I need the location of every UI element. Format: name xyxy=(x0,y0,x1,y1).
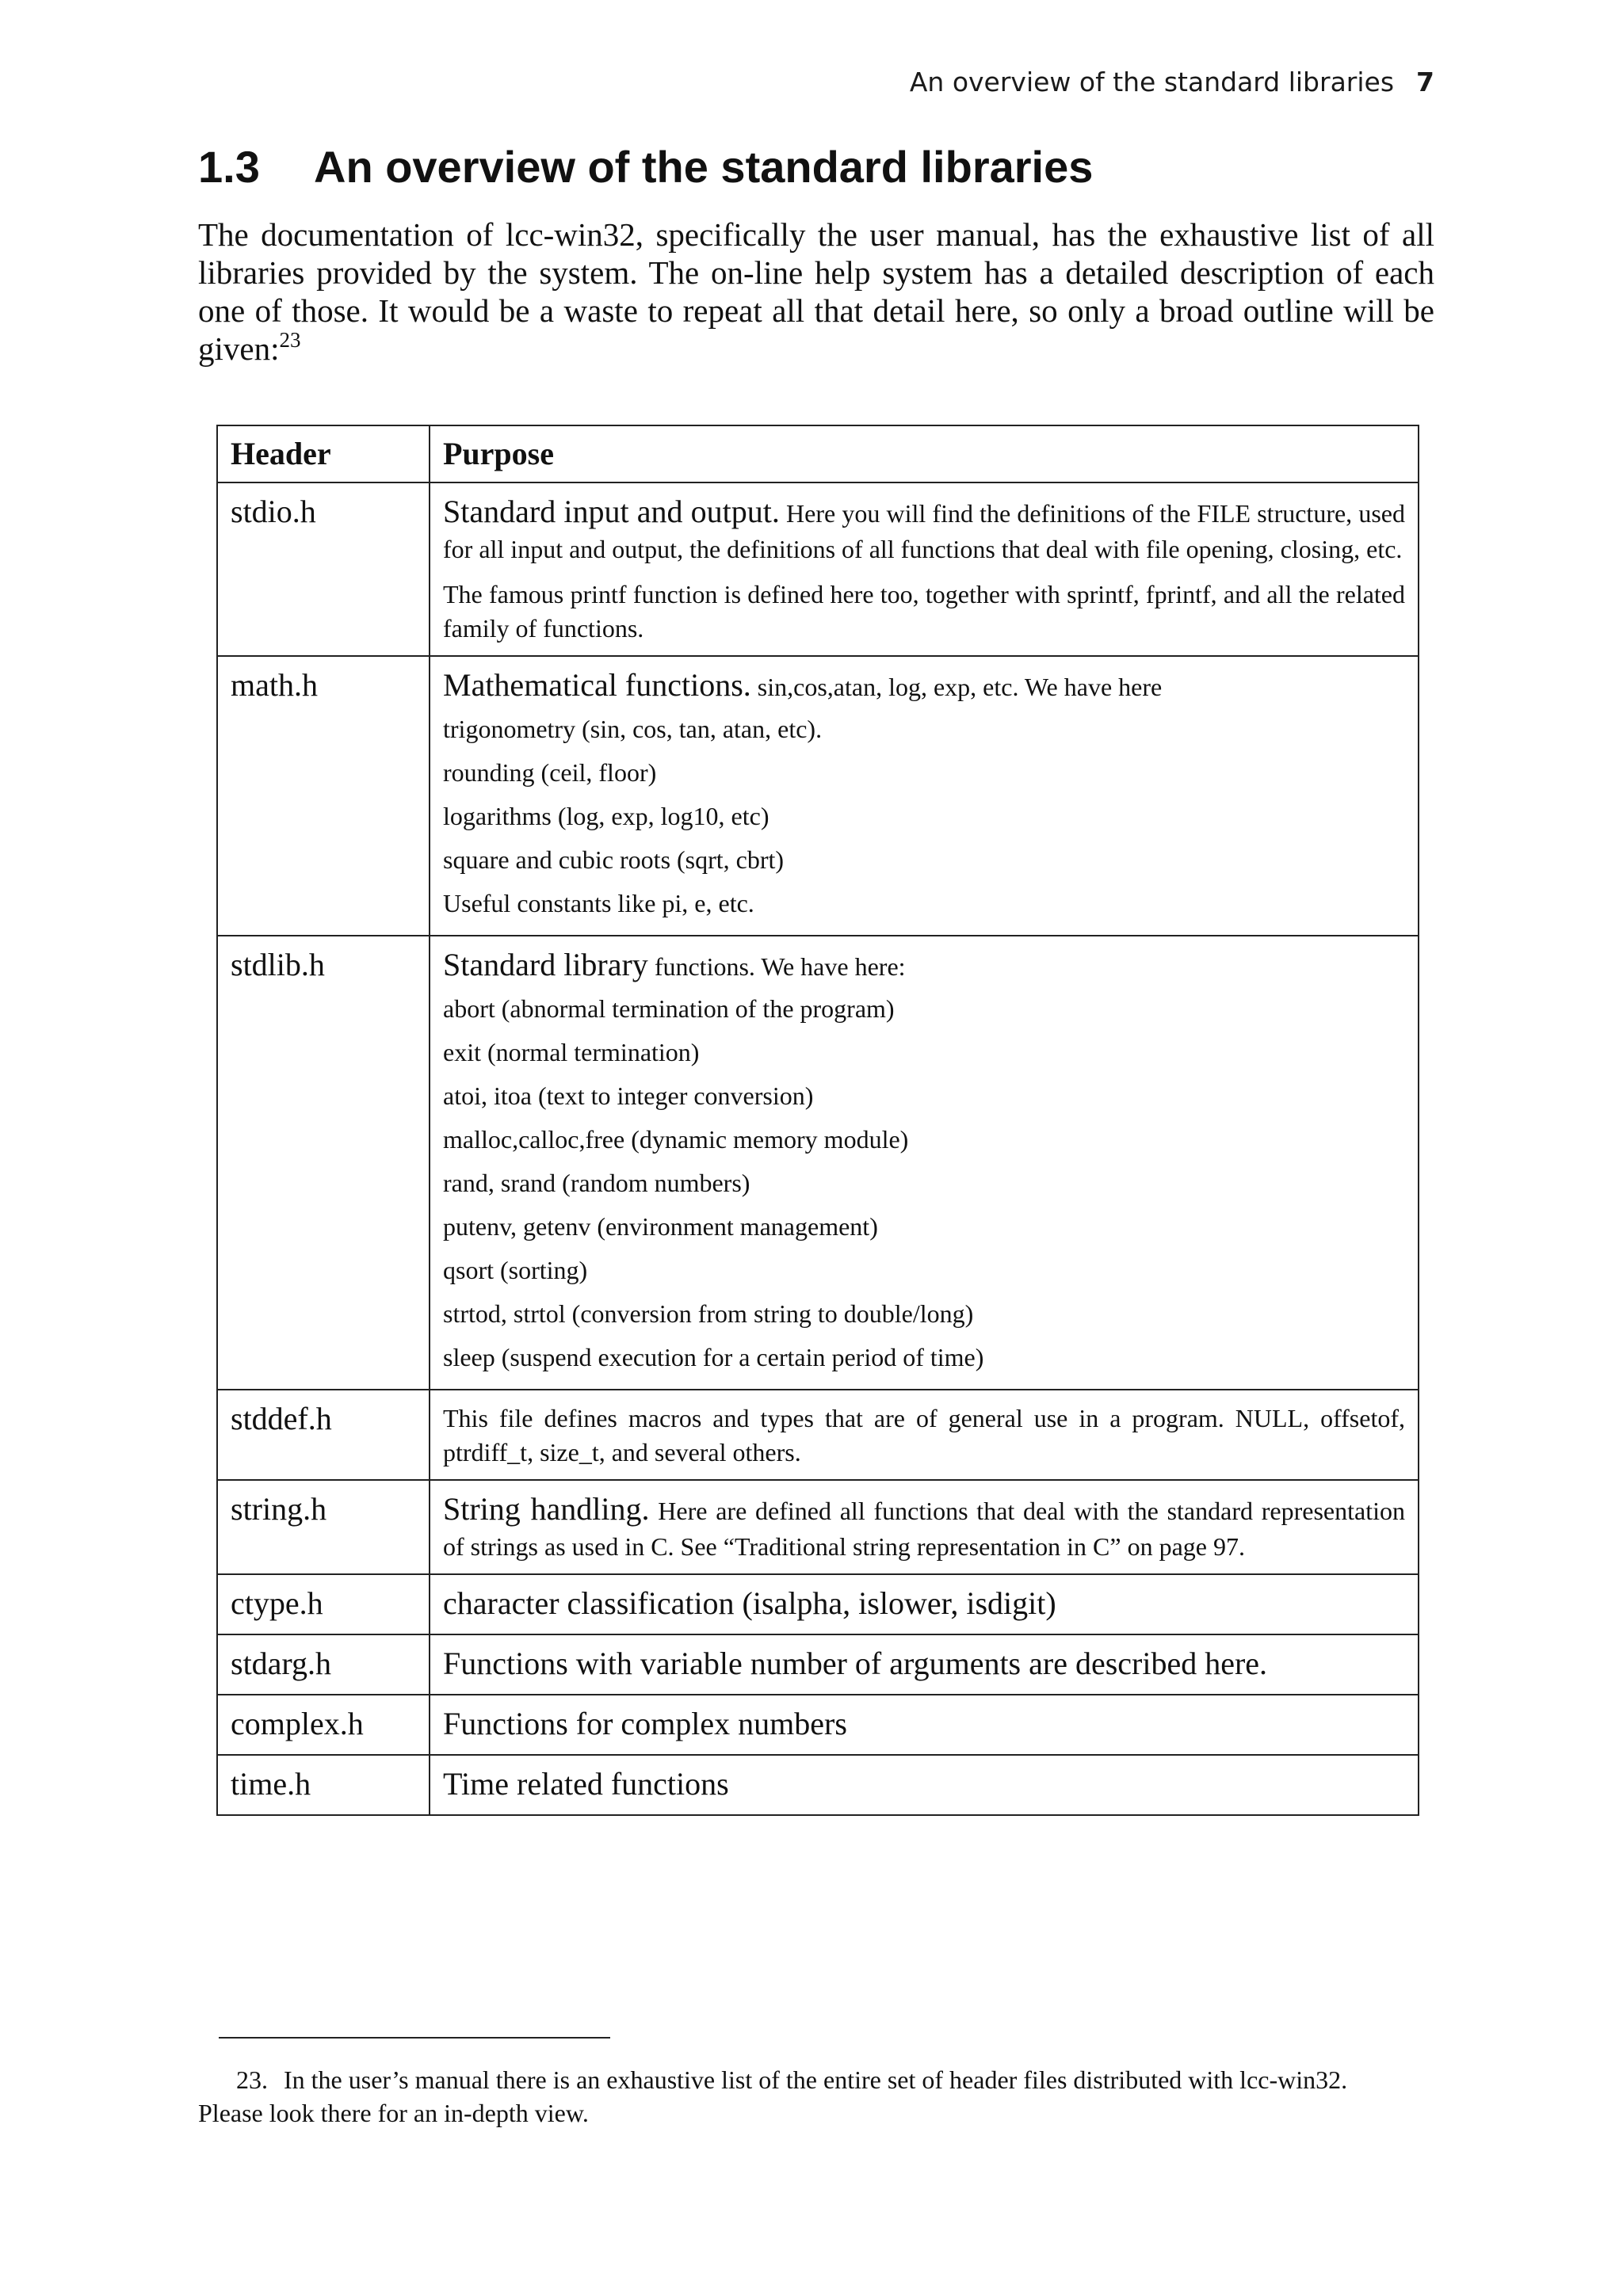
header-file-name: time.h xyxy=(217,1755,430,1815)
header-file-name: math.h xyxy=(217,656,430,936)
header-file-name: stdlib.h xyxy=(217,936,430,1390)
list-item: square and cubic roots (sqrt, cbrt) xyxy=(443,845,785,874)
table-row xyxy=(217,1390,1419,1480)
section-heading xyxy=(198,141,1093,193)
purpose-cell xyxy=(430,936,1419,1390)
list-item: trigonometry (sin, cos, tan, atan, etc). xyxy=(443,715,823,743)
header-file-name: complex.h xyxy=(217,1695,430,1755)
running-head-title: An overview of the standard libraries xyxy=(909,67,1395,97)
purpose-description xyxy=(443,665,1405,707)
column-header-header: Header xyxy=(217,425,430,482)
purpose-cell xyxy=(430,1480,1419,1574)
list-item: logarithms (log, exp, log10, etc) xyxy=(443,802,769,830)
purpose-cell: Functions for complex numbers xyxy=(430,1695,1419,1755)
purpose-lead: Standard library xyxy=(443,947,648,982)
header-file-name: ctype.h xyxy=(217,1574,430,1634)
table-row xyxy=(217,482,1419,656)
purpose-description xyxy=(443,491,1405,566)
purpose-detail: sin,cos,atan, log, exp, etc. We have here xyxy=(750,673,1163,701)
standard-libraries-table xyxy=(216,425,1419,1816)
header-file-name: stdarg.h xyxy=(217,1634,430,1695)
purpose-description xyxy=(443,1489,1405,1564)
column-header-purpose: Purpose xyxy=(430,425,1419,482)
purpose-cell: character classification (isalpha, islower, isdigit) xyxy=(430,1574,1419,1634)
intro-text: The documentation of lcc-win32, specifically the user manual, has the exhaustive list of all libraries provided by the system. The on-line help system has a detailed description of each one of those. It would be a waste to repeat all that detail here, so only a broad outline will be given: xyxy=(198,216,1434,367)
list-item: qsort (sorting) xyxy=(443,1256,588,1284)
table-row xyxy=(217,1634,1419,1695)
purpose-cell xyxy=(430,656,1419,936)
page-number: 7 xyxy=(1416,67,1434,97)
purpose-lead: String handling. xyxy=(443,1491,650,1527)
purpose-detail: functions. We have here: xyxy=(647,952,906,981)
section-number: 1.3 xyxy=(198,142,260,192)
header-file-name: stdio.h xyxy=(217,482,430,656)
list-item: strtod, strtol (conversion from string to double/long) xyxy=(443,1299,974,1328)
purpose-cell: Time related functions xyxy=(430,1755,1419,1815)
purpose-paragraph: The famous printf function is defined here too, together with sprintf, fprintf, and all the related family of functions. xyxy=(443,580,1405,643)
table-header-row xyxy=(217,425,1419,482)
table-row xyxy=(217,1695,1419,1755)
list-item: atoi, itoa (text to integer conversion) xyxy=(443,1081,814,1110)
intro-paragraph xyxy=(198,215,1434,368)
purpose-detail: Here are defined all functions that deal with the standard representation of strings as used in C. See “Traditional string representation in C” on page 97. xyxy=(443,1497,1405,1561)
header-file-name: string.h xyxy=(217,1480,430,1574)
table-row xyxy=(217,1480,1419,1574)
purpose-cell: Functions with variable number of arguments are described here. xyxy=(430,1634,1419,1695)
list-item: Useful constants like pi, e, etc. xyxy=(443,889,754,917)
purpose-cell xyxy=(430,482,1419,656)
purpose-description xyxy=(443,944,1405,987)
list-item: rounding (ceil, floor) xyxy=(443,758,657,787)
table-row xyxy=(217,936,1419,1390)
purpose-detail: Here you will find the definitions of the FILE structure, used for all input and output, the definitions of all functions that deal with file opening, closing, etc. xyxy=(443,499,1405,563)
footnote-text: In the user’s manual there is an exhaustive list of the entire set of header files distributed with lcc-win32. Please look there for an in-depth view. xyxy=(198,2065,1348,2127)
list-item: malloc,calloc,free (dynamic memory module) xyxy=(443,1125,909,1154)
list-item: exit (normal termination) xyxy=(443,1038,700,1066)
purpose-lead: Standard input and output. xyxy=(443,494,780,529)
list-item: sleep (suspend execution for a certain period of time) xyxy=(443,1343,984,1371)
list-item: rand, srand (random numbers) xyxy=(443,1169,750,1197)
list-item: putenv, getenv (environment management) xyxy=(443,1212,878,1241)
footnote xyxy=(198,2063,1403,2130)
table-row xyxy=(217,1755,1419,1815)
purpose-description: This file defines macros and types that are of general use in a program. NULL, offsetof, ptrdiff_t, size_t, and several others. xyxy=(443,1404,1405,1466)
section-title: An overview of the standard libraries xyxy=(314,142,1094,192)
running-head xyxy=(910,67,1434,97)
footnote-number: 23. xyxy=(236,2065,268,2094)
footnote-reference[interactable]: 23 xyxy=(279,328,301,352)
table-row xyxy=(217,1574,1419,1634)
header-file-name: stddef.h xyxy=(217,1390,430,1480)
purpose-cell xyxy=(430,1390,1419,1480)
table-row xyxy=(217,656,1419,936)
list-item: abort (abnormal termination of the program) xyxy=(443,994,895,1023)
footnote-separator xyxy=(219,2037,610,2039)
purpose-lead: Mathematical functions. xyxy=(443,667,751,703)
